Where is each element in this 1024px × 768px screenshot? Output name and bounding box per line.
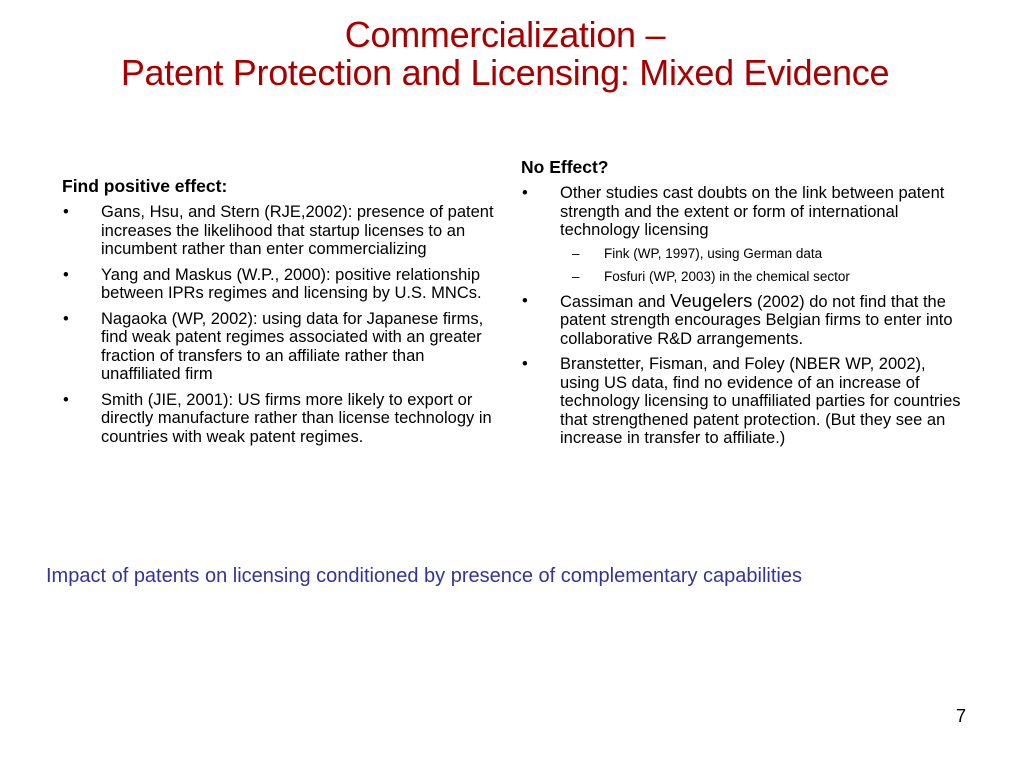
list-item-text-end: (2002) do not find that the patent strength encourages Belgian firms to enter into collaborative R&D arrangements. (560, 292, 953, 348)
list-item: • Nagaoka (WP, 2002): using data for Japanese firms, find weak patent regimes associated with an greater fraction of transfers to an affiliate rather than unaffiliated firm (62, 310, 498, 384)
positive-effect-column (62, 176, 498, 453)
sub-list-item: – Fink (WP, 1997), using German data (560, 246, 961, 262)
sub-list (560, 246, 961, 285)
list-item: • Gans, Hsu, and Stern (RJE,2002): presence of patent increases the likelihood that startup licenses to an incumbent rather than enter commercializing (62, 203, 498, 259)
page-number: 7 (955, 706, 966, 726)
list-item-text: Other studies cast doubts on the link between patent strength and the extent or form of international technology licensing (560, 184, 945, 239)
slide-title (0, 16, 1010, 92)
conclusion-note: Impact of patents on licensing conditioned by presence of complementary capabilities (46, 565, 802, 587)
list-item: • Smith (JIE, 2001): US firms more likely to export or directly manufacture rather than license technology in countries with weak patent regimes. (62, 391, 498, 447)
positive-effect-heading: Find positive effect: (62, 176, 228, 196)
no-effect-list (521, 184, 961, 448)
positive-effect-list (62, 203, 498, 446)
slide-title-line-1: Commercialization – (344, 14, 666, 55)
list-item (521, 289, 961, 349)
list-item (521, 184, 961, 285)
slide-title-line-2: Patent Protection and Licensing: Mixed Evidence (120, 52, 890, 93)
list-item: • Branstetter, Fisman, and Foley (NBER WP, 2002), using US data, find no evidence of an increase of technology licensing to unaffiliated parties for countries that strengthened patent protection. (But they see an increase in transfer to affiliate.) (521, 355, 961, 448)
list-item-text-start: Cassiman and (560, 292, 671, 311)
no-effect-heading: No Effect? (521, 157, 609, 177)
list-item: • Yang and Maskus (W.P., 2000): positive relationship between IPRs regimes and licensing by U.S. MNCs. (62, 266, 498, 303)
list-item-emphasis: Veugelers (670, 289, 753, 311)
sub-list-item: – Fosfuri (WP, 2003) in the chemical sector (560, 269, 961, 285)
no-effect-column (521, 157, 961, 455)
